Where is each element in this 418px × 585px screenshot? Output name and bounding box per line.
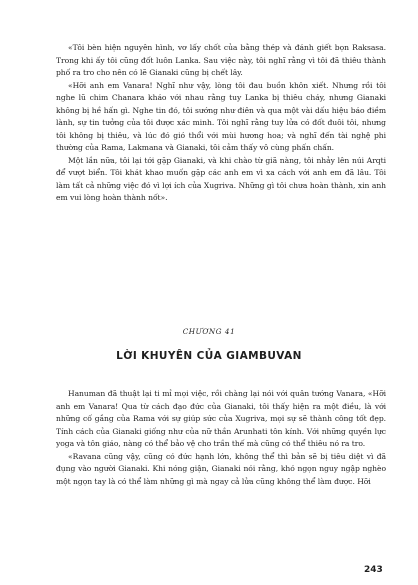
chapter-number: CHƯƠNG 41 [182, 327, 236, 336]
chapter-end-text [56, 42, 386, 205]
paragraph: «Ravana cũng vậy, cũng có đức hạnh lớn, không thể thì bản sẽ bị tiêu diệt vì đã đụng vào người Gianaki. Khi nóng giận, Gianaki nói rằng, khó ngọn nguy ngập nghèo một ngọn tay là có thể làm những gì mà ngay cả lửa cũng không thể làm được. Hỡi [56, 451, 386, 486]
paragraph: «Hỡi anh em Vanara! Nghĩ như vậy, lòng tôi đau buồn khôn xiết. Nhưng rồi tôi nghe lũ chim Chanara kháo với nhau rằng tuy Lanka bị thiêu cháy, nhưng Gianaki không bị hề hấn gì. Nghe tin đó, tôi sướng như điên và qua một vài dấu hiệu báo điềm lành, sự tin tưởng của tôi được xác minh. Tôi nghĩ rằng tuy lửa có đốt đuôi tôi, nhưng tôi không bị thiêu, và lúc đó gió thổi với mùi hương hoa; và nghĩ đến tài nghệ phi thường của Rama, Lakmana và Gianaki, tôi cảm thấy vô cùng phấn chấn. [56, 80, 386, 152]
paragraph: Hanuman đã thuật lại ti mỉ mọi việc, rồi chàng lại nói với quân tướng Vanara, «Hỡi anh em Vanara! Qua từ cách đạo đức của Gianaki, tôi thấy hiện ra một điều, là với những cố gắng của Rama với sự giúp sức của Xugriva, mọi sự sẽ thành công tốt đẹp. Tính cách của Gianaki giống như của nữ thần Arunhati tôn kính. Với những quyền lực yoga và tôn giáo, nàng có thể bảo vệ cho trần thế mà cũng có thể thiêu nó ra tro. [56, 389, 386, 448]
chapter-title: LỜI KHUYÊN CỦA GIAMBUVAN [116, 350, 302, 362]
chapter-start-text [56, 388, 386, 488]
page-number: 243 [364, 565, 383, 575]
paragraph: Một lần nữa, tôi lại tới gặp Gianaki, và khi chào từ giã nàng, tôi nhảy lên núi Arqti để vượt biển. Tôi khát khao muốn gặp các anh em vì xa cách với anh em đã lâu. Tôi làm tất cả những việc đó vì lợi ích của Xugriva. Những gì tôi chưa hoàn thành, xin anh em vui lòng hoàn thành nốt». [56, 155, 386, 202]
paragraph: «Tôi bèn hiện nguyên hình, vơ lấy chốt của bằng thép và đánh giết bọn Raksasa. Trong khi ấy tôi cũng đốt luôn Lanka. Sau việc này, tôi nghĩ rằng vì tôi đã thiêu thành phố ra tro cho nên có lẽ Gianaki cũng bị chết lây. [56, 43, 386, 77]
